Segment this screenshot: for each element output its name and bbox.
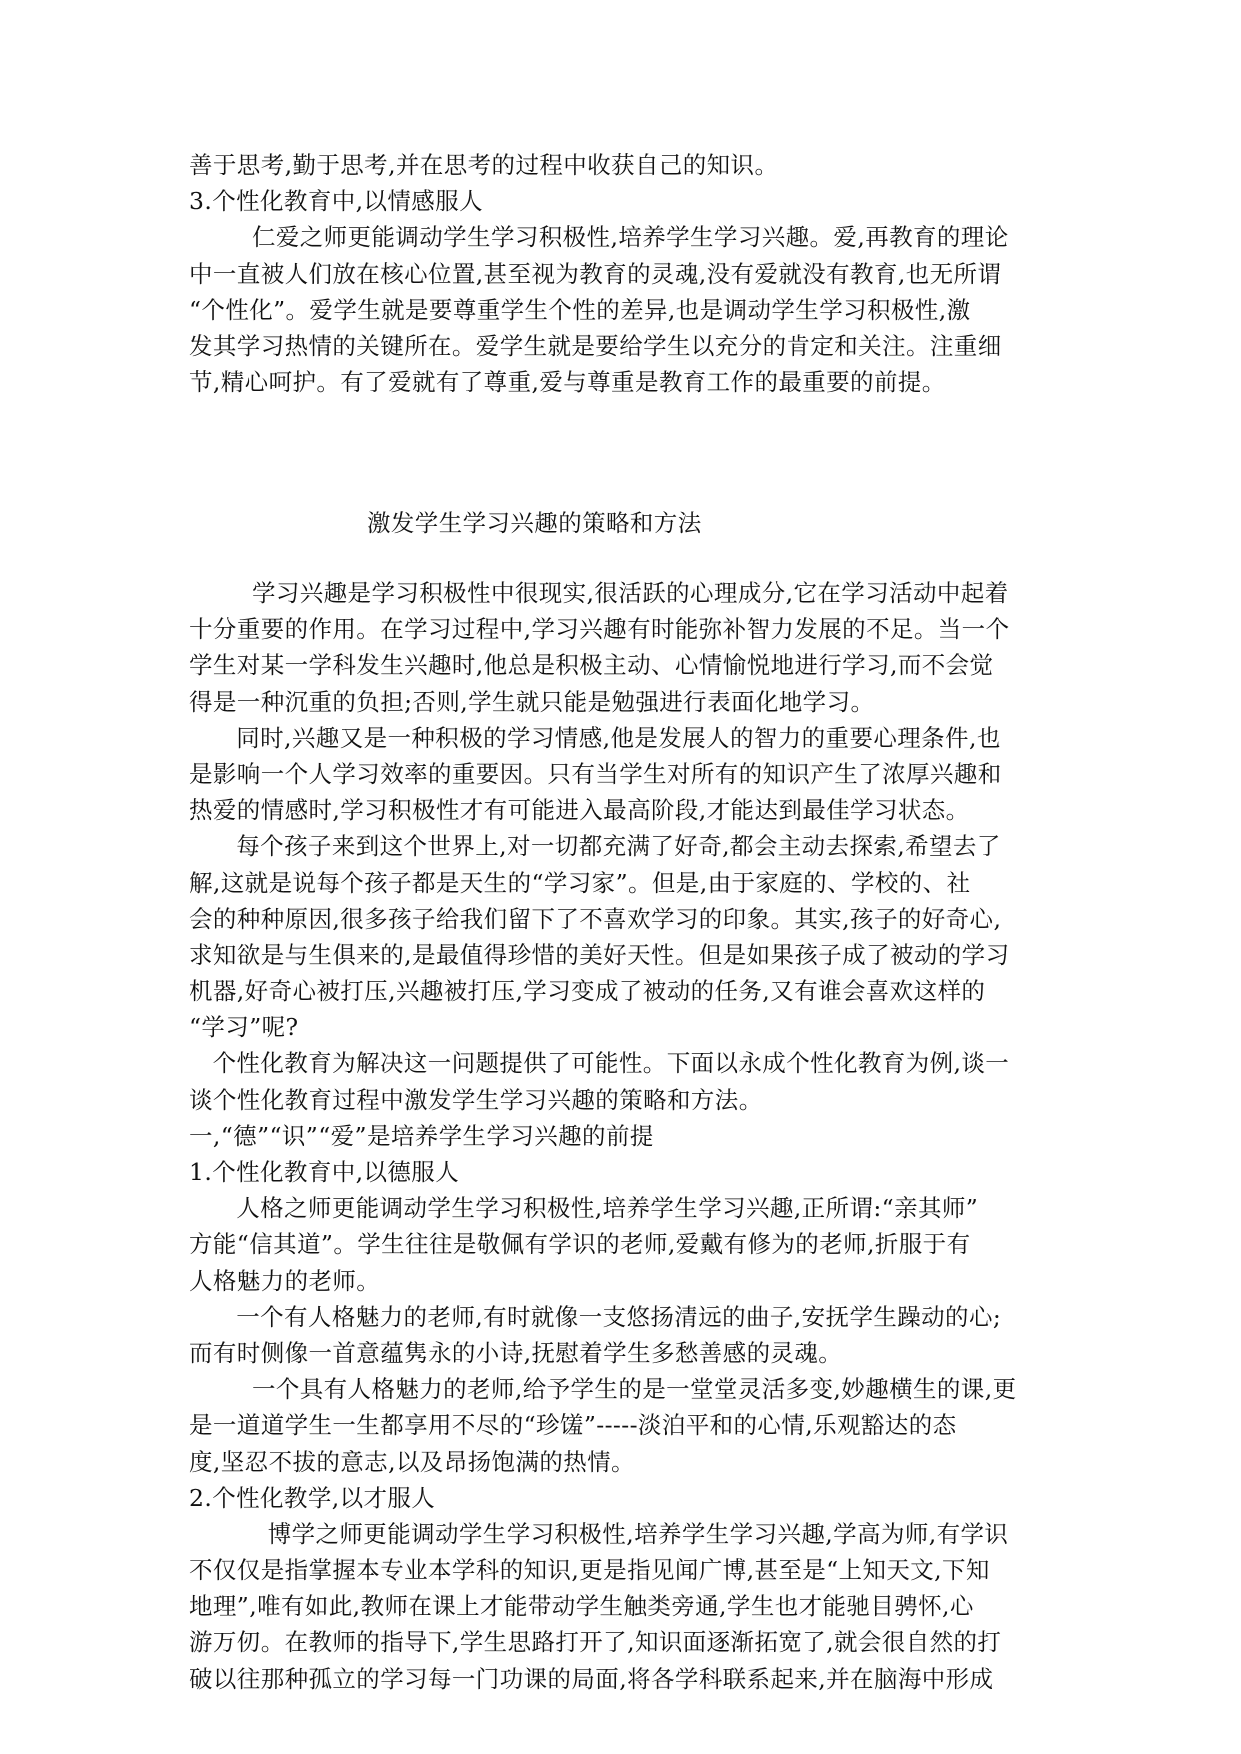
text-line: 是影响一个人学习效率的重要因。只有当学生对所有的知识产生了浓厚兴趣和 (189, 759, 1002, 788)
text-line: 发其学习热情的关键所在。爱学生就是要给学生以充分的肯定和关注。注重细 (189, 331, 1002, 360)
text-line: 学习兴趣是学习积极性中很现实,很活跃的心理成分,它在学习活动中起着 (189, 579, 1009, 607)
text-line: 度,坚忍不拔的意志,以及昂扬饱满的热情。 (189, 1447, 635, 1476)
text-line: 热爱的情感时,学习积极性才有可能进入最高阶段,才能达到最佳学习状态。 (189, 796, 970, 825)
text-line: 中一直被人们放在核心位置,甚至视为教育的灵魂,没有爱就没有教育,也无所谓 (189, 259, 1002, 288)
text-line: 十分重要的作用。在学习过程中,学习兴趣有时能弥补智力发展的不足。当一个 (189, 615, 1010, 644)
text-line: 地理”,唯有如此,教师在课上才能带动学生触类旁通,学生也才能驰目骋怀,心 (189, 1592, 974, 1621)
text-line: 求知欲是与生俱来的,是最值得珍惜的美好天性。但是如果孩子成了被动的学习 (189, 940, 1010, 969)
text-line: 每个孩子来到这个世界上,对一切都充满了好奇,都会主动去探索,希望去了 (189, 832, 1001, 861)
text-line: “个性化”。爱学生就是要尊重学生个性的差异,也是调动学生学习积极性,激 (189, 295, 971, 324)
text-line: 而有时侧像一首意蕴隽永的小诗,抚慰着学生多愁善感的灵魂。 (189, 1338, 843, 1367)
text-line: 善于思考,勤于思考,并在思考的过程中收获自己的知识。 (189, 151, 779, 179)
text-line: “学习”呢? (189, 1013, 299, 1042)
text-line: 游万仞。在教师的指导下,学生思路打开了,知识面逐渐拓宽了,就会很自然的打 (189, 1628, 1002, 1657)
text-line: 人格魅力的老师。 (189, 1266, 381, 1295)
section-heading: 2.个性化教学,以才服人 (189, 1483, 436, 1512)
text-line: 得是一种沉重的负担;否则,学生就只能是勉强进行表面化地学习。 (189, 687, 875, 716)
text-line: 会的种种原因,很多孩子给我们留下了不喜欢学习的印象。其实,孩子的好奇心, (189, 904, 1002, 933)
top-section (189, 147, 1059, 400)
text-line: 破以往那种孤立的学习每一门功课的局面,将各学科联系起来,并在脑海中形成 (189, 1664, 994, 1693)
text-line: 一个有人格魅力的老师,有时就像一支悠扬清远的曲子,安抚学生躁动的心; (189, 1302, 1002, 1331)
text-line: 方能“信其道”。学生往往是敬佩有学识的老师,爱戴有修为的老师,折服于有 (189, 1230, 971, 1259)
text-line: 博学之师更能调动学生学习积极性,培养学生学习兴趣,学高为师,有学识 (189, 1519, 1009, 1548)
text-line: 谈个性化教育过程中激发学生学习兴趣的策略和方法。 (189, 1085, 763, 1114)
text-line: 学生对某一学科发生兴趣时,他总是积极主动、心情愉悦地进行学习,而不会觉 (189, 651, 994, 680)
article-title: 激发学生学习兴趣的策略和方法 (367, 509, 702, 537)
text-line: 解,这就是说每个孩子都是天生的“学习家”。但是,由于家庭的、学校的、社 (189, 868, 971, 897)
text-line: 不仅仅是指掌握本专业本学科的知识,更是指见闻广博,甚至是“上知天文,下知 (189, 1556, 990, 1585)
section-heading: 1.个性化教育中,以德服人 (189, 1158, 460, 1186)
text-line: 是一道道学生一生都享用不尽的“珍馐”-----淡泊平和的心情,乐观豁达的态 (189, 1411, 957, 1440)
article-body (189, 575, 1059, 1697)
text-line: 一个具有人格魅力的老师,给予学生的是一堂堂灵活多变,妙趣横生的课,更 (189, 1375, 1017, 1404)
section-heading: 3.个性化教育中,以情感服人 (189, 187, 483, 216)
text-line: 人格之师更能调动学生学习积极性,培养学生学习兴趣,正所谓:“亲其师” (189, 1194, 979, 1223)
text-line: 同时,兴趣又是一种积极的学习情感,他是发展人的智力的重要心理条件,也 (189, 723, 1001, 752)
section-heading: 一,“德”“识”“爱”是培养学生学习兴趣的前提 (189, 1121, 654, 1150)
text-line: 机器,好奇心被打压,兴趣被打压,学习变成了被动的任务,又有谁会喜欢这样的 (189, 977, 986, 1006)
text-line: 个性化教育为解决这一问题提供了可能性。下面以永成个性化教育为例,谈一 (189, 1049, 1010, 1078)
text-line: 仁爱之师更能调动学生学习积极性,培养学生学习兴趣。爱,再教育的理论 (189, 223, 1009, 252)
text-line: 节,精心呵护。有了爱就有了尊重,爱与尊重是教育工作的最重要的前提。 (189, 368, 946, 397)
